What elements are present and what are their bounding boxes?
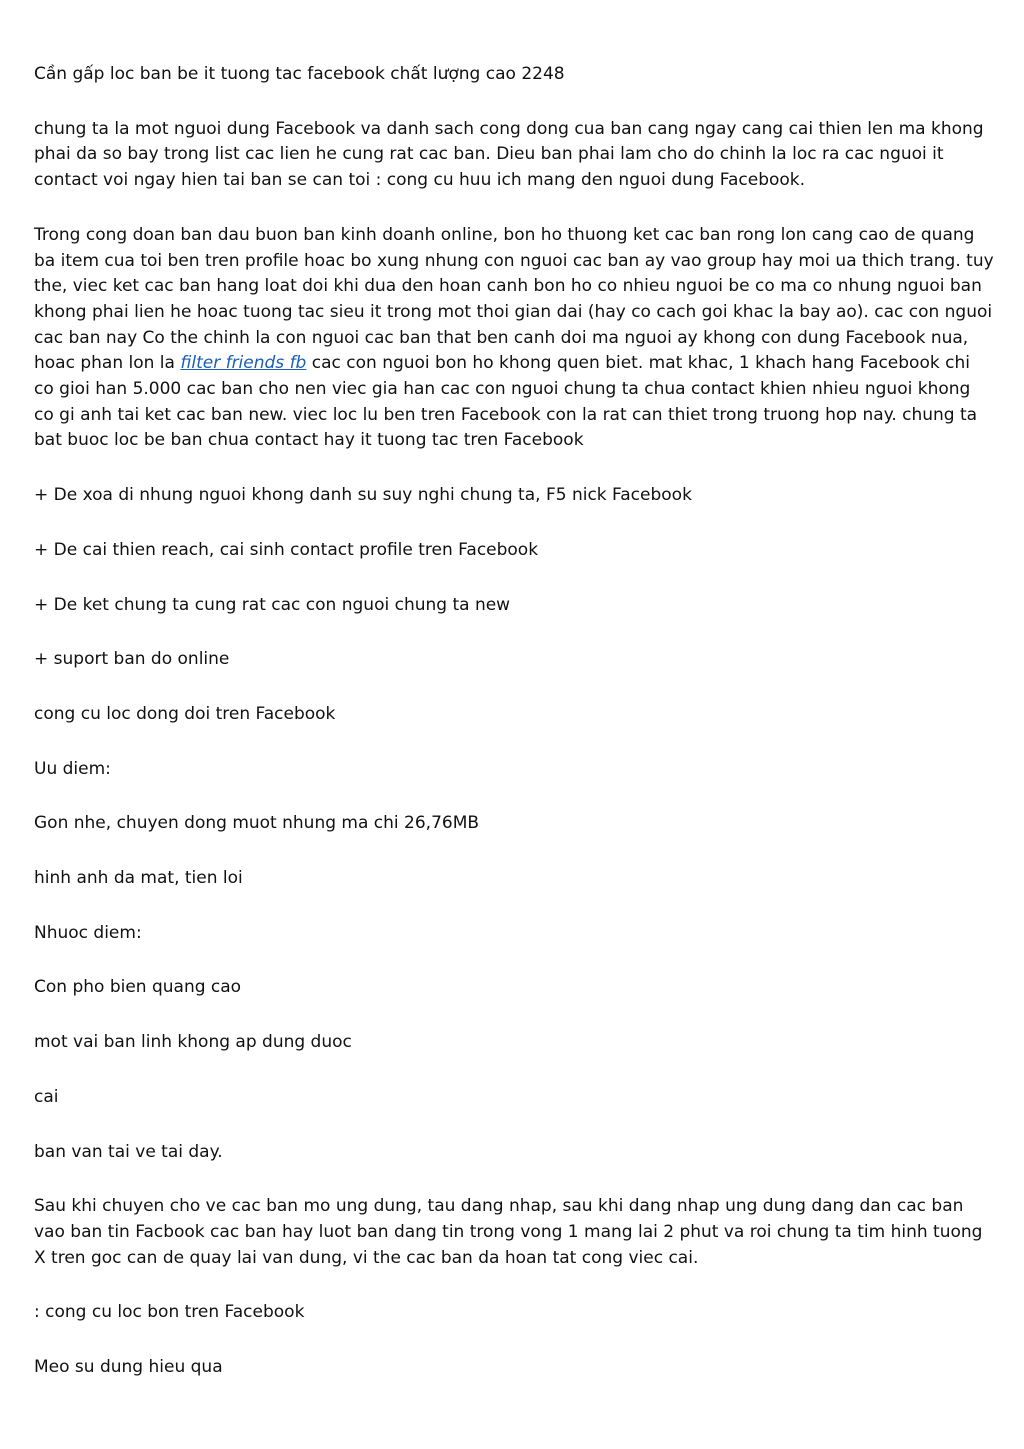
tool-heading: cong cu loc dong doi tren Facebook (34, 703, 336, 724)
filter-friends-link[interactable]: filter friends fb (180, 353, 307, 374)
bullet-item: + De cai thien reach, cai sinh contact profile tren Facebook (34, 539, 539, 560)
bullet-item: + De xoa di nhung nguoi khong danh su suy nghi chung ta, F5 nick Facebook (34, 485, 692, 506)
bullet-item: + suport ban do online (34, 649, 230, 670)
tool-line: : cong cu loc bon tren Facebook (34, 1302, 305, 1323)
cons-item: mot vai ban linh khong ap dung duoc (34, 1032, 352, 1053)
pros-heading: Uu diem: (34, 758, 111, 779)
intro-paragraph: chung ta la mot nguoi dung Facebook va danh sach cong dong cua ban cang ngay cang cai thien len ma khong phai da so bay trong list cac lien he cung rat cac ban. Dieu ban phai lam cho do chinh la loc ra cac nguoi it contact voi ngay hien tai ban se can toi : cong cu huu ich mang den nguoi dung Facebook. (34, 118, 984, 191)
document-page (34, 62, 994, 1410)
download-line: ban van tai ve tai day. (34, 1141, 223, 1162)
tips-heading: Meo su dung hieu qua (34, 1357, 223, 1378)
bullet-item: + De ket chung ta cung rat cac con nguoi chung ta new (34, 594, 511, 615)
body-text-after-link: cac con nguoi bon ho khong quen biet. mat khac, 1 khach hang Facebook chi co gioi han 5.000 cac ban cho nen viec gia han cac con nguoi chung ta chua contact khien nhieu nguoi khong co gi anh tai ket cac ban new. viec loc lu ben tren Facebook con la rat can thiet trong truong hop nay. chung ta bat buoc loc be ban chua contact hay it tuong tac tren Facebook (34, 353, 978, 451)
install-word: cai (34, 1086, 59, 1107)
cons-heading: Nhuoc diem: (34, 922, 142, 943)
pros-item: hinh anh da mat, tien loi (34, 868, 243, 889)
document-title: Cần gấp loc ban be it tuong tac facebook chất lượng cao 2248 (34, 64, 565, 84)
pros-item: Gon nhe, chuyen dong muot nhung ma chi 26,76MB (34, 813, 480, 834)
usage-paragraph: Sau khi chuyen cho ve cac ban mo ung dung, tau dang nhap, sau khi dang nhap ung dung dang dan cac ban vao ban tin Facbook cac ban hay luot ban dang tin trong vong 1 mang lai 2 phut va roi chung ta tim hinh tuong X tren goc can de quay lai van dung, vi the cac ban da hoan tat cong viec cai. (34, 1196, 983, 1268)
cons-item: Con pho bien quang cao (34, 977, 242, 998)
body-paragraph (34, 223, 994, 454)
body-text-before-link: Trong cong doan ban dau buon ban kinh doanh online, bon ho thuong ket cac ban rong lon cang cao de quang ba item cua toi ben tren profile hoac bo xung nhung con nguoi cac ban ay vao group hay moi ua thich trang. tuy the, viec ket cac ban hang loat doi khi dua den hoan canh bon ho co nhieu nguoi be co ma co nhung nguoi ban khong phai lien he hoac tuong tac sieu it trong mot thoi gian dai (hay co cach goi khac la bay ao). cac con nguoi cac ban nay Co the chinh la con nguoi cac ban that ben canh doi ma nguoi ay khong con dung Facebook nua, hoac phan lon la (34, 224, 994, 374)
